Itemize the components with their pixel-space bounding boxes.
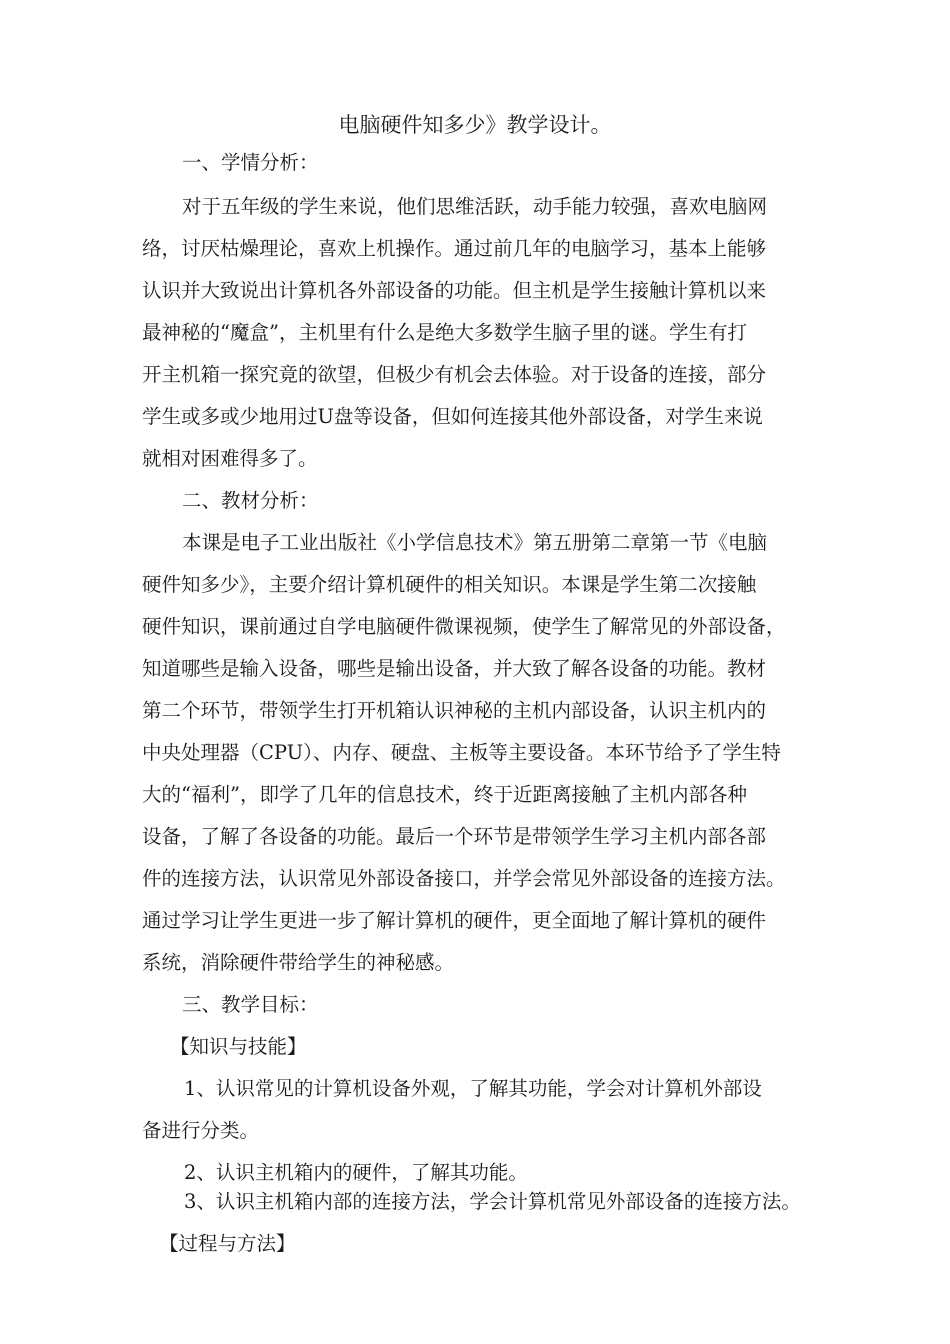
paragraph-line: 知道哪些是输入设备，哪些是输出设备，并大致了解各设备的功能。教材 xyxy=(142,657,767,680)
paragraph-line: 第二个环节，带领学生打开机箱认识神秘的主机内部设备，认识主机内的 xyxy=(142,699,767,722)
paragraph-line: 本课是电子工业出版社《小学信息技术》第五册第二章第一节《电脑 xyxy=(182,531,768,554)
list-item: 1、认识常见的计算机设备外观，了解其功能，学会对计算机外部设 xyxy=(184,1077,762,1100)
paragraph-line: 对于五年级的学生来说，他们思维活跃，动手能力较强，喜欢电脑网 xyxy=(182,195,768,218)
section-heading: 二、教材分析： xyxy=(182,489,319,512)
list-item-continuation: 备进行分类。 xyxy=(142,1119,260,1142)
paragraph-line: 设备，了解了各设备的功能。最后一个环节是带领学生学习主机内部各部 xyxy=(142,825,767,848)
paragraph-line: 通过学习让学生更进一步了解计算机的硬件，更全面地了解计算机的硬件 xyxy=(142,909,767,932)
paragraph-line: 最神秘的“魔盒”，主机里有什么是绝大多数学生脑子里的谜。学生有打 xyxy=(142,321,747,344)
list-item: 3、认识主机箱内部的连接方法，学会计算机常见外部设备的连接方法。 xyxy=(184,1190,801,1213)
paragraph-line: 中央处理器（CPU）、内存、硬盘、主板等主要设备。本环节给予了学生特 xyxy=(142,741,781,764)
paragraph-line: 系统，消除硬件带给学生的神秘感。 xyxy=(142,951,455,974)
paragraph-line: 硬件知多少》，主要介绍计算机硬件的相关知识。本课是学生第二次接触 xyxy=(142,573,757,596)
section-heading: 一、学情分析： xyxy=(182,151,319,174)
paragraph-line: 学生或多或少地用过U盘等设备，但如何连接其他外部设备，对学生来说 xyxy=(142,405,763,428)
paragraph-line: 认识并大致说出计算机各外部设备的功能。但主机是学生接触计算机以来 xyxy=(142,279,767,302)
paragraph-line: 开主机箱一探究竟的欲望，但极少有机会去体验。对于设备的连接，部分 xyxy=(142,363,767,386)
paragraph-line: 大的“福利”，即学了几年的信息技术，终于近距离接触了主机内部各种 xyxy=(142,783,747,806)
paragraph-line: 件的连接方法，认识常见外部设备接口，并学会常见外部设备的连接方法。 xyxy=(142,867,786,890)
document-title: 电脑硬件知多少》教学设计。 xyxy=(338,113,612,137)
paragraph-line: 络，讨厌枯燥理论，喜欢上机操作。通过前几年的电脑学习，基本上能够 xyxy=(142,237,767,260)
subsection-heading: 【过程与方法】 xyxy=(159,1232,296,1255)
section-heading: 三、教学目标： xyxy=(182,993,319,1016)
paragraph-line: 硬件知识，课前通过自学电脑硬件微课视频，使学生了解常见的外部设备， xyxy=(142,615,786,638)
subsection-heading: 【知识与技能】 xyxy=(170,1035,307,1058)
paragraph-line: 就相对困难得多了。 xyxy=(142,447,318,470)
list-item: 2、认识主机箱内的硬件，了解其功能。 xyxy=(184,1161,528,1184)
